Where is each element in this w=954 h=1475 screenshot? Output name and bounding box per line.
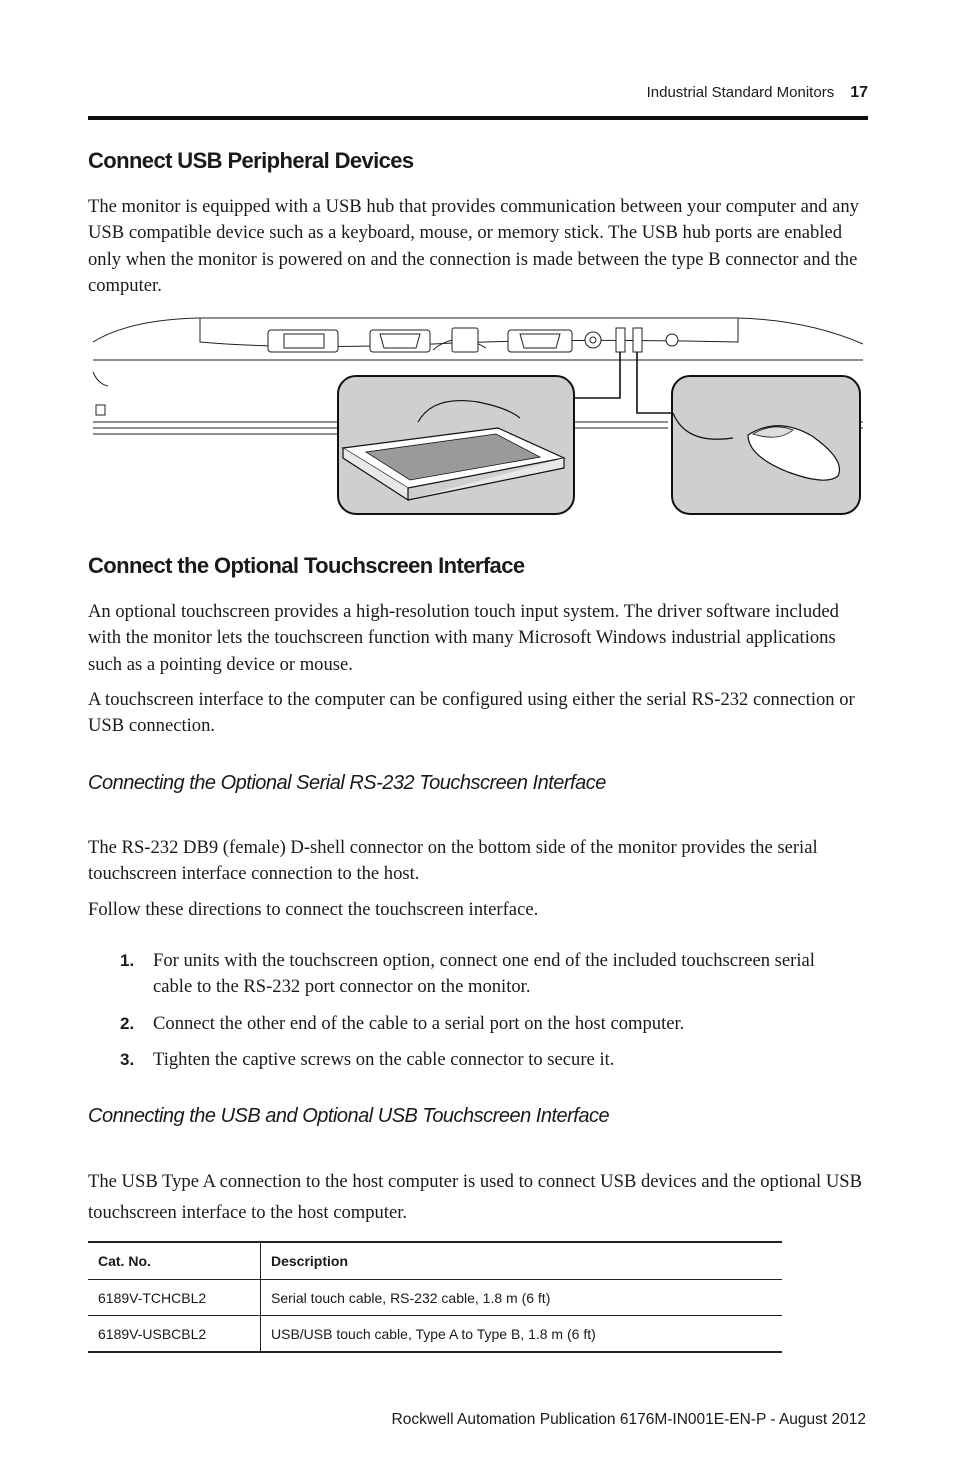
mouse-inset [672, 376, 860, 514]
subsection-title-usb-touch: Connecting the USB and Optional USB Touchscreen Interface [88, 1105, 610, 1127]
column-header-description: Description [261, 1242, 783, 1280]
step-number: 2. [120, 1014, 135, 1033]
running-header [647, 84, 868, 102]
cat-no-cell: 6189V-USBCBL2 [88, 1316, 261, 1353]
description-cell: Serial touch cable, RS-232 cable, 1.8 m (6 ft) [261, 1280, 783, 1316]
step-1 [120, 948, 850, 1001]
touch-body-2: A touchscreen interface to the computer can be configured using either the serial RS-232 connection or USB connection. [88, 689, 855, 737]
usb-cables [573, 352, 673, 413]
cable-table [88, 1241, 782, 1353]
page-number: 17 [850, 84, 868, 101]
column-header-cat-no: Cat. No. [88, 1242, 261, 1280]
step-number: 3. [120, 1050, 135, 1069]
running-header-section: Industrial Standard Monitors [646, 84, 835, 101]
step-number: 1. [120, 951, 135, 970]
serial-body-2: Follow these directions to connect the touchscreen interface. [88, 899, 539, 920]
step-3 [120, 1047, 850, 1073]
usb-body: The monitor is equipped with a USB hub that provides communication between your computer and any USB compatible device such as a keyboard, mouse, or memory stick. The USB hub ports are enabled only when the monitor is powered on and the connection is made between the type B connector and the computer. [88, 196, 859, 296]
usb-touch-body: The USB Type A connection to the host computer is used to connect USB devices and the optional USB touchscreen interface to the host computer. [88, 1171, 863, 1223]
section-title-usb: Connect USB Peripheral Devices [88, 148, 414, 173]
table-row [88, 1280, 782, 1316]
step-text: For units with the touchscreen option, connect one end of the included touchscreen serial cable to the RS-232 port connector on the monitor. [153, 950, 815, 998]
description-cell: USB/USB touch cable, Type A to Type B, 1.8 m (6 ft) [261, 1316, 783, 1353]
header-rule [88, 116, 868, 120]
usb-connection-illustration [88, 310, 868, 520]
connector-ports [268, 328, 678, 352]
step-text: Tighten the captive screws on the cable connector to secure it. [153, 1049, 615, 1070]
subsection-title-serial: Connecting the Optional Serial RS-232 Touchscreen Interface [88, 772, 606, 794]
keyboard-inset [338, 376, 574, 514]
touch-body-1: An optional touchscreen provides a high-resolution touch input system. The driver software included with the monitor lets the touchscreen function with many Microsoft Windows industrial applications such as a pointing device or mouse. [88, 601, 839, 675]
step-2 [120, 1011, 850, 1037]
table-header-row [88, 1242, 782, 1280]
table-row [88, 1316, 782, 1353]
publication-footer: Rockwell Automation Publication 6176M-IN001E-EN-P - August 2012 [391, 1411, 866, 1428]
section-title-touch: Connect the Optional Touchscreen Interface [88, 553, 525, 578]
serial-body-1: The RS-232 DB9 (female) D-shell connector on the bottom side of the monitor provides the serial touchscreen interface connection to the host. [88, 837, 818, 885]
cat-no-cell: 6189V-TCHCBL2 [88, 1280, 261, 1316]
step-text: Connect the other end of the cable to a serial port on the host computer. [153, 1013, 685, 1034]
